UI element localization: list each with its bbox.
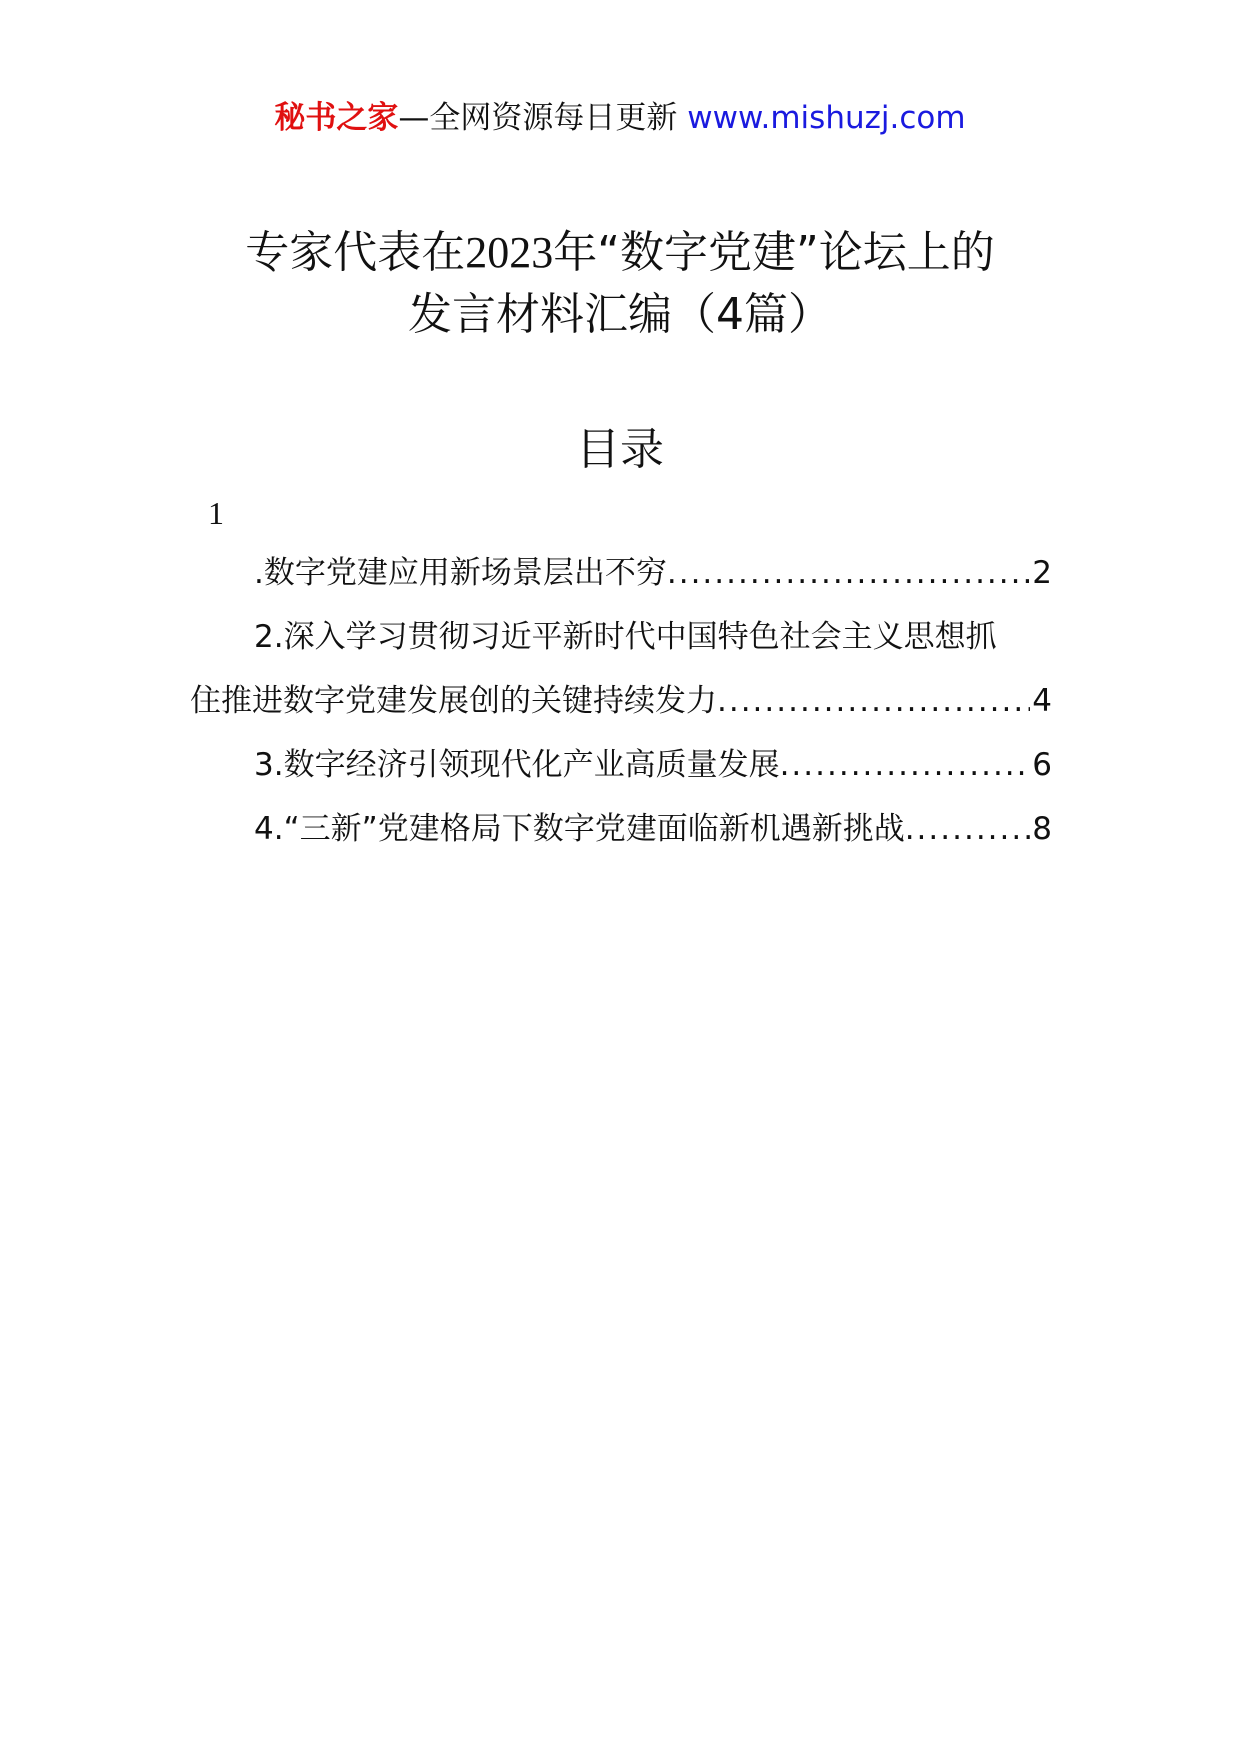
toc-entry-1[interactable] [254,553,1052,593]
title-line-1-suffix: 年“数字党建”论坛上的 [553,227,995,278]
toc-entry-2-page: 4 [1032,683,1052,719]
header-slogan: —全网资源每日更新 [398,100,678,136]
toc-entry-4-page: 8 [1032,811,1052,847]
toc-stray-number: 1 [208,495,224,531]
toc-entry-3-title: 3.数字经济引领现代化产业高质量发展 [254,747,780,783]
site-url-link[interactable]: www.mishuzj.com [687,100,966,136]
title-line-1 [0,222,1240,284]
toc-entry-1-page: 2 [1032,555,1052,591]
title-year: 2023 [465,228,554,277]
brand-name: 秘书之家 [274,100,399,136]
site-header [0,98,1240,138]
toc-entry-4-title: 4.“三新”党建格局下数字党建面临新机遇新挑战 [254,811,905,847]
toc-leader-dots [780,745,1031,785]
toc-entry-3[interactable] [254,745,1052,785]
title-line-2: 发言材料汇编（4篇） [408,289,832,340]
toc-entry-2-line-2[interactable] [190,681,1052,721]
document-title [0,222,1240,346]
toc-entry-1-title: .数字党建应用新场景层出不穷 [254,555,667,591]
toc-entry-2-title-line-2: 住推进数字党建发展创的关键持续发力 [190,683,717,719]
title-line-1-prefix: 专家代表在 [245,227,466,278]
toc-heading: 目录 [576,424,664,475]
toc-leader-dots [717,681,1030,721]
toc-entry-3-page: 6 [1032,747,1052,783]
toc-leader-dots [905,809,1031,849]
toc-entry-4[interactable] [254,809,1052,849]
toc-leader-dots [667,553,1030,593]
toc-entry-2-line-1[interactable] [254,617,1052,657]
toc-entry-2-title-line-1: 2.深入学习贯彻习近平新时代中国特色社会主义思想抓 [254,619,997,655]
